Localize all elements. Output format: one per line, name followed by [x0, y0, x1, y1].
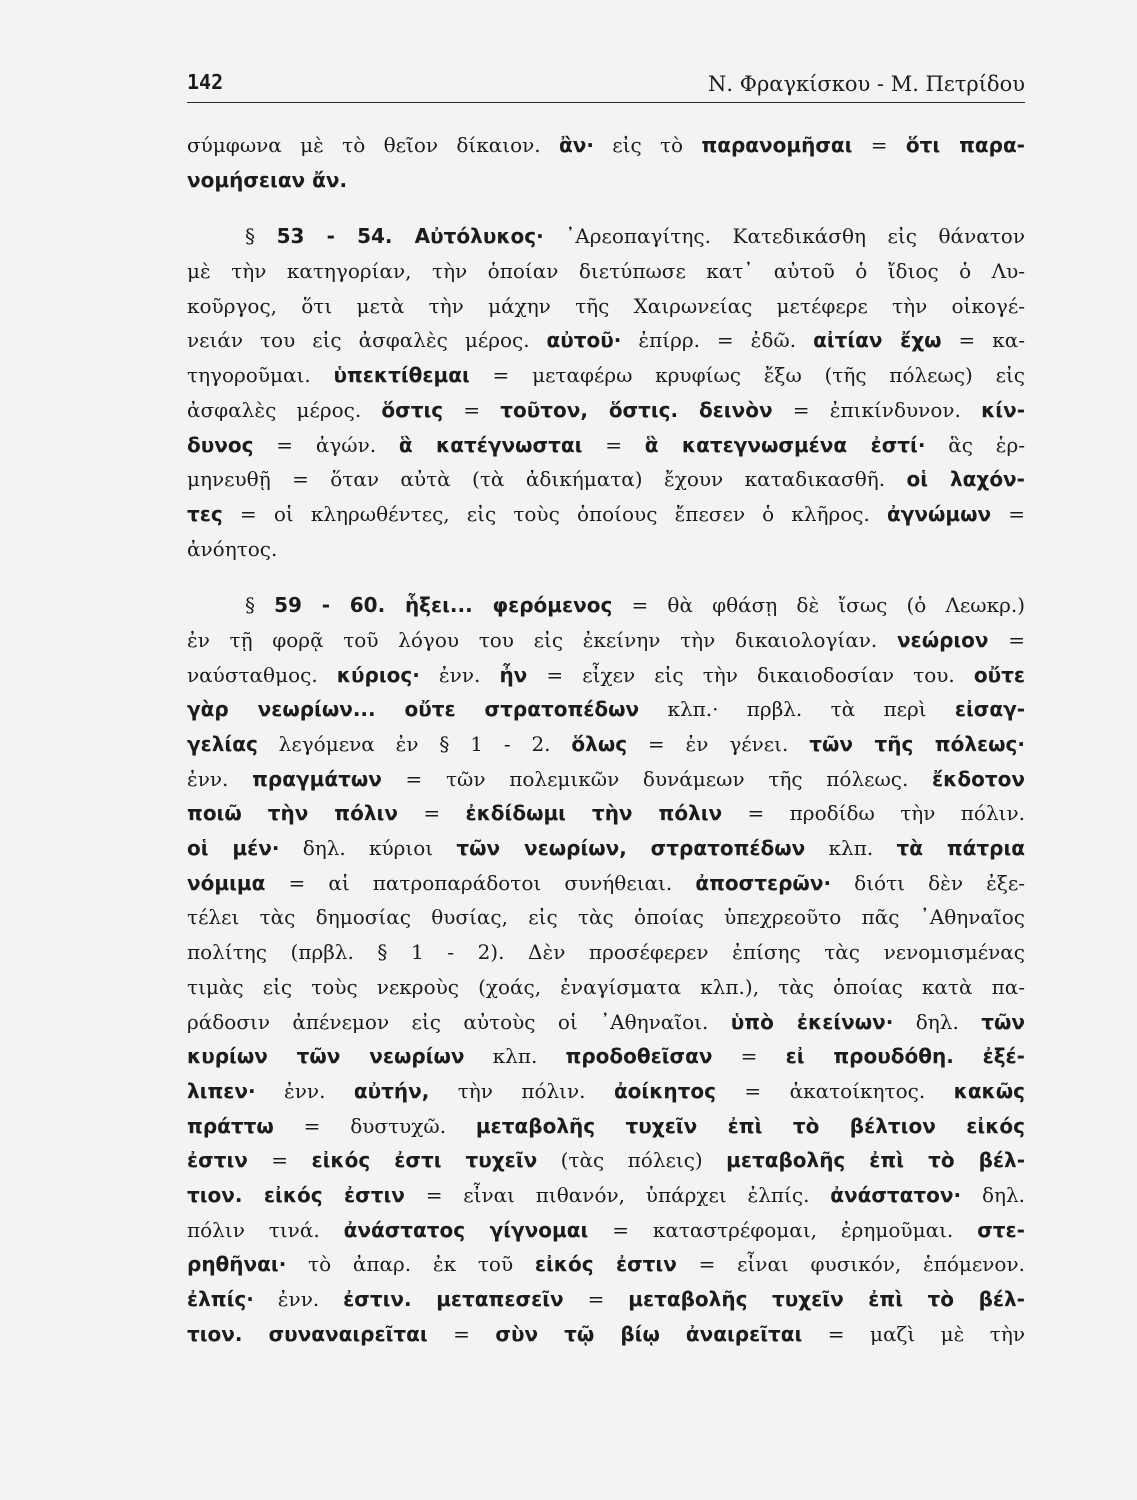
gloss-text: κλπ.· πρβλ. τὰ περὶ: [639, 697, 955, 722]
bold-lemma: τῶν τῆς πόλεως·: [809, 732, 1025, 756]
bold-lemma: ποιῶ τὴν πόλιν: [187, 801, 398, 826]
gloss-text: =: [988, 627, 1025, 652]
gloss-text: = ἐν γένει.: [627, 732, 810, 756]
text-line: [187, 1247, 1025, 1282]
gloss-text: =: [397, 801, 466, 826]
bold-lemma: μεταβολῆς τυχεῖν ἐπὶ τὸ βέλ-: [628, 1287, 1025, 1311]
bold-lemma: ρηθῆναι·: [187, 1252, 287, 1277]
text-line: [187, 658, 1025, 693]
gloss-text: ἀνόητος.: [187, 536, 278, 561]
text-line: [187, 935, 1025, 970]
bold-lemma: τιον. εἰκός ἐστιν: [187, 1182, 405, 1207]
bold-lemma: ἃ κατέγνωσται: [398, 432, 583, 457]
gloss-text: ἐνν.: [253, 1287, 344, 1311]
gloss-text: ἐνν.: [419, 662, 500, 687]
text-line: [187, 588, 1025, 623]
gloss-text: ἐνν.: [187, 766, 253, 791]
gloss-text: = προδίδω τὴν πόλιν.: [722, 801, 1025, 826]
bold-lemma: ἃ κατεγνωσμένα ἐστί·: [644, 432, 926, 457]
gloss-text: κλπ.: [805, 836, 897, 861]
gloss-text: ἐπίρρ. = ἐδῶ.: [621, 328, 814, 353]
page-header: [187, 68, 1025, 103]
gloss-text: τὴν πόλιν.: [429, 1078, 614, 1103]
text-line: [187, 497, 1025, 532]
bold-lemma: ἀποστερῶν·: [695, 870, 832, 895]
gloss-text: (τὰς πόλεις): [537, 1148, 727, 1173]
text-line: [187, 1074, 1025, 1109]
gloss-text: δηλ.: [961, 1182, 1026, 1207]
gloss-text: = εἶχεν εἰς τὴν δικαιοδοσίαν του.: [527, 662, 974, 687]
bold-lemma: αὐτήν,: [353, 1078, 430, 1103]
bold-lemma: τῶν: [981, 1009, 1026, 1034]
bold-lemma: 53 - 54. Αὐτόλυκος·: [276, 224, 544, 249]
gloss-text: ράδοσιν ἀπένεμον εἰς αὐτοὺς οἱ ᾿Αθηναῖοι.: [187, 1009, 731, 1034]
text-line: [187, 866, 1025, 901]
gloss-text: ἀσφαλὲς μέρος.: [187, 397, 382, 422]
text-line: [187, 1109, 1025, 1144]
bold-lemma: τιον. συναναιρεῖται: [187, 1321, 428, 1346]
bold-lemma: τοῦτον, ὅστις. δεινὸν: [500, 397, 773, 422]
bold-lemma: νόμιμα: [187, 870, 266, 895]
bold-lemma: αὐτοῦ·: [546, 328, 622, 353]
gloss-text: §: [245, 224, 277, 249]
bold-lemma: ἐκδίδωμι τὴν πόλιν: [465, 801, 723, 826]
bold-lemma: ἀνάστατος γίγνομαι: [343, 1217, 589, 1242]
commentary-text: [187, 128, 1025, 1351]
gloss-text: κοῦργος, ὅτι μετὰ τὴν μάχην τῆς Χαιρωνείας μετέφερε τὴν οἰκογέ-: [187, 293, 1025, 318]
bold-lemma: τες: [187, 501, 223, 526]
gloss-text: =: [247, 1148, 312, 1173]
gloss-text: τέλει τὰς δημοσίας θυσίας, εἰς τὰς ὁποίας ὑπεχρεοῦτο πᾶς ᾿Αθηναῖος: [187, 905, 1025, 930]
bold-lemma: κακῶς: [953, 1078, 1026, 1103]
gloss-text: =: [991, 501, 1025, 526]
paragraph-gap: [187, 197, 1025, 219]
text-line: [187, 1178, 1025, 1213]
gloss-text: λεγόμενα ἐν § 1 - 2.: [257, 732, 572, 756]
text-line: [187, 623, 1025, 658]
gloss-text: = καταστρέφομαι, ἐρημοῦμαι.: [588, 1217, 978, 1242]
gloss-text: = εἶναι φυσικόν, ἑπόμενον.: [676, 1252, 1025, 1277]
text-line: [187, 796, 1025, 831]
text-line: [187, 1005, 1025, 1040]
text-line: [187, 727, 1025, 762]
gloss-text: δηλ.: [893, 1009, 982, 1034]
gloss-text: = αἱ πατροπαράδοτοι συνήθειαι.: [265, 870, 696, 895]
gloss-text: δηλ. κύριοι: [279, 836, 457, 861]
bold-lemma: ἂν·: [558, 133, 594, 157]
gloss-text: ἐνν.: [255, 1078, 354, 1103]
bold-lemma: ὅστις: [381, 397, 444, 422]
text-line: [187, 970, 1025, 1005]
bold-lemma: σὺν τῷ βίῳ ἀναιρεῖται: [495, 1321, 803, 1346]
bold-lemma: οἱ μέν·: [187, 836, 280, 861]
text-line: [187, 831, 1025, 866]
bold-lemma: ὑπεκτίθεμαι: [333, 363, 470, 388]
gloss-text: §: [245, 593, 275, 618]
bold-lemma: ἐλπίς·: [187, 1287, 254, 1311]
gloss-text: =: [712, 1044, 786, 1069]
bold-lemma: ἀοίκητος: [613, 1078, 717, 1103]
gloss-text: πολίτης (πρβλ. § 1 - 2). Δὲν προσέφερεν ἐπίσης τὰς νενομισμένας: [187, 940, 1025, 965]
text-line: [187, 1282, 1025, 1317]
text-line: [187, 428, 1025, 463]
gloss-text: διότι δὲν ἐξε-: [831, 870, 1025, 895]
bold-lemma: ἀγνώμων: [886, 501, 992, 526]
bold-lemma: κίν-: [981, 397, 1025, 422]
gloss-text: ναύσταθμος.: [187, 662, 337, 687]
gloss-text: = κα-: [941, 328, 1025, 353]
text-line: [187, 358, 1025, 393]
text-line: [187, 462, 1025, 497]
gloss-text: νειάν του εἰς ἀσφαλὲς μέρος.: [187, 328, 547, 353]
text-line: [187, 393, 1025, 428]
bold-lemma: ἐστιν: [187, 1148, 248, 1173]
gloss-text: = οἱ κληρωθέντες, εἰς τοὺς ὁποίους ἔπεσεν ὁ κλῆρος.: [222, 501, 887, 526]
bold-lemma: τὰ πάτρια: [896, 836, 1025, 861]
bold-lemma: οὔτε: [973, 662, 1026, 687]
gloss-text: μηνευθῇ = ὅταν αὐτὰ (τὰ ἀδικήματα) ἔχουν καταδικασθῆ.: [187, 467, 907, 492]
text-line: [187, 1039, 1025, 1074]
text-line: [187, 128, 1025, 163]
bold-lemma: εἰσαγ-: [954, 697, 1026, 722]
bold-lemma: ἔκδοτον: [932, 766, 1025, 791]
bold-lemma: πραγμάτων: [252, 766, 382, 791]
bold-lemma: κυρίων τῶν νεωρίων: [187, 1044, 465, 1069]
text-line: [187, 219, 1025, 254]
bold-lemma: νεώριον: [896, 627, 989, 652]
gloss-text: ἐν τῇ φορᾷ τοῦ λόγου του εἰς ἐκείνην τὴν δικαιολογίαν.: [187, 627, 897, 652]
bold-lemma: μεταβολῆς τυχεῖν ἐπὶ τὸ βέλτιον εἰκός: [475, 1113, 1025, 1138]
gloss-text: = τῶν πολεμικῶν δυνάμεων τῆς πόλεως.: [381, 766, 933, 791]
text-line: [187, 1317, 1025, 1352]
text-line: [187, 692, 1025, 727]
text-line: [187, 254, 1025, 289]
gloss-text: = ἀγών.: [253, 432, 399, 457]
bold-lemma: ὅλως: [571, 732, 628, 756]
bold-lemma: ὑπὸ ἐκείνων·: [730, 1009, 894, 1034]
bold-lemma: στε-: [977, 1217, 1025, 1242]
text-line: [187, 1213, 1025, 1248]
gloss-text: ᾿Αρεοπαγίτης. Κατεδικάσθη εἰς θάνατον: [543, 224, 1025, 249]
gloss-text: τηγοροῦμαι.: [187, 363, 334, 388]
bold-lemma: 59 - 60. ἧξει... φερόμενος: [274, 593, 613, 618]
bold-lemma: τῶν νεωρίων, στρατοπέδων: [456, 836, 806, 861]
page-number: 142: [187, 70, 224, 94]
bold-lemma: οἱ λαχόν-: [906, 467, 1025, 492]
bold-lemma: λιπεν·: [187, 1078, 256, 1103]
gloss-text: τιμὰς εἰς τοὺς νεκροὺς (χοάς, ἐναγίσματα κλπ.), τὰς ὁποίας κατὰ πα-: [187, 974, 1025, 999]
gloss-text: =: [582, 432, 645, 457]
bold-lemma: μεταβολῆς ἐπὶ τὸ βέλ-: [726, 1148, 1025, 1173]
gloss-text: =: [427, 1321, 496, 1346]
gloss-text: = ἀκατοίκητος.: [716, 1078, 954, 1103]
bold-lemma: ὅτι παρα-: [905, 133, 1025, 157]
text-line: [187, 1143, 1025, 1178]
gloss-text: =: [563, 1287, 629, 1311]
gloss-text: =: [852, 133, 906, 157]
text-line: [187, 289, 1025, 324]
gloss-text: =: [443, 397, 501, 422]
gloss-text: ἃς ἑρ-: [925, 432, 1025, 457]
gloss-text: τὸ ἀπαρ. ἐκ τοῦ: [286, 1252, 535, 1277]
text-line: [187, 900, 1025, 935]
gloss-text: = δυστυχῶ.: [273, 1113, 476, 1138]
bold-lemma: προδοθεῖσαν: [565, 1044, 713, 1069]
text-line: [187, 163, 1025, 198]
gloss-text: εἰς τὸ: [593, 133, 702, 157]
gloss-text: = μαζὶ μὲ τὴν: [802, 1321, 1025, 1346]
bold-lemma: εἰκός ἐστιν: [534, 1252, 677, 1277]
bold-lemma: ἦν: [499, 662, 528, 687]
gloss-text: πόλιν τινά.: [187, 1217, 344, 1242]
gloss-text: μὲ τὴν κατηγορίαν, τὴν ὁποίαν διετύπωσε κατ᾿ αὐτοῦ ὁ ἴδιος ὁ Λυ-: [187, 259, 1025, 284]
bold-lemma: εἰ προυδόθη. ἐξέ-: [785, 1044, 1025, 1069]
bold-lemma: ἐστιν. μεταπεσεῖν: [343, 1287, 564, 1311]
bold-lemma: δυνος: [187, 432, 254, 457]
text-line: [187, 532, 1025, 567]
bold-lemma: γὰρ νεωρίων... οὔτε στρατοπέδων: [187, 697, 640, 722]
running-head: Ν. Φραγκίσκου - Μ. Πετρίδου: [708, 72, 1025, 96]
bold-lemma: παρανομῆσαι: [701, 133, 853, 157]
text-line: [187, 323, 1025, 358]
bold-lemma: ἀνάστατον·: [830, 1182, 962, 1207]
bold-lemma: γελίας: [187, 732, 258, 756]
gloss-text: = εἶναι πιθανόν, ὑπάρχει ἐλπίς.: [404, 1182, 831, 1207]
gloss-text: = θὰ φθάσῃ δὲ ἴσως (ὁ Λεωκρ.): [612, 593, 1025, 618]
gloss-text: = ἐπικίνδυνον.: [772, 397, 982, 422]
paragraph-gap: [187, 566, 1025, 588]
gloss-text: = μεταφέρω κρυφίως ἔξω (τῆς πόλεως) εἰς: [469, 363, 1025, 388]
bold-lemma: κύριος·: [336, 662, 420, 687]
bold-lemma: νομήσειαν ἄν.: [187, 167, 348, 192]
gloss-text: κλπ.: [464, 1044, 566, 1069]
gloss-text: σύμφωνα μὲ τὸ θεῖον δίκαιον.: [187, 133, 559, 157]
bold-lemma: πράττω: [187, 1113, 274, 1138]
bold-lemma: εἰκός ἐστι τυχεῖν: [311, 1148, 538, 1173]
text-line: [187, 762, 1025, 797]
bold-lemma: αἰτίαν ἔχω: [813, 328, 942, 353]
